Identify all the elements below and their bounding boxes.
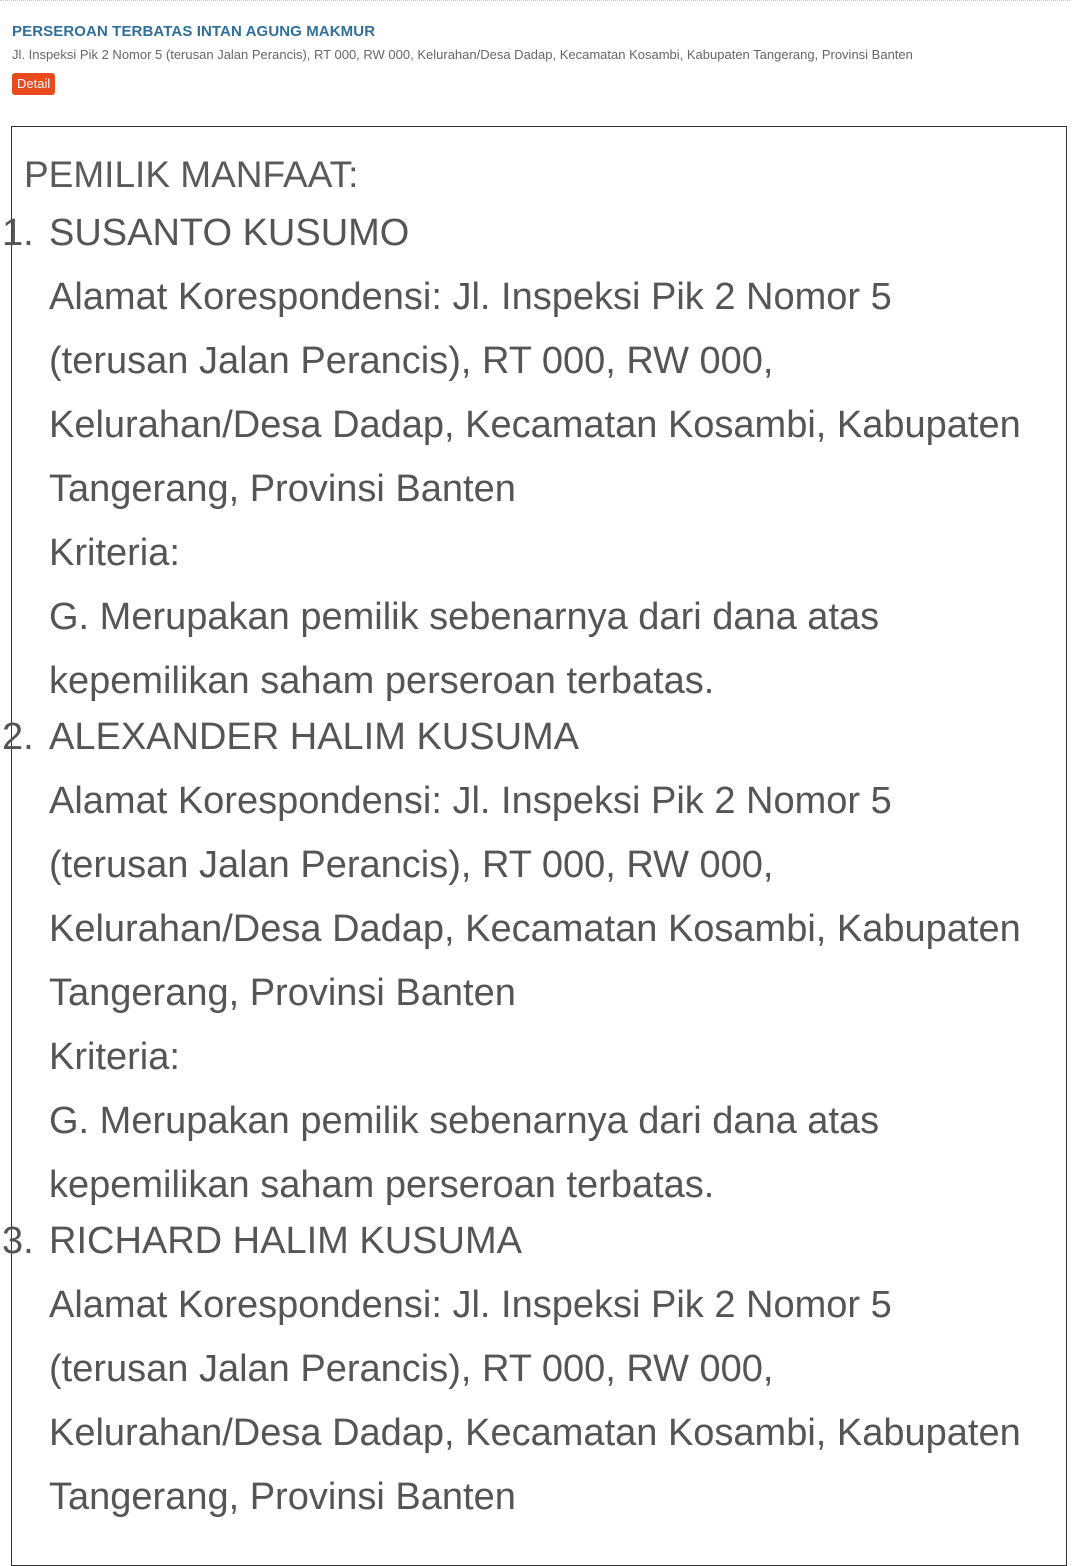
owner-number: 2.: [2, 716, 34, 758]
beneficial-owner-box: [2, 126, 1067, 1566]
list-item: [2, 209, 1052, 713]
owner-address-line: Kelurahan/Desa Dadap, Kecamatan Kosambi, Kabupaten: [49, 908, 1021, 950]
owner-address-line: Alamat Korespondensi: Jl. Inspeksi Pik 2 Nomor 5: [49, 1284, 892, 1326]
criteria-line: G. Merupakan pemilik sebenarnya dari dana atas: [49, 596, 880, 638]
owner-address-line: Alamat Korespondensi: Jl. Inspeksi Pik 2 Nomor 5: [49, 780, 892, 822]
owner-number: 3.: [2, 1220, 34, 1262]
owner-name: ALEXANDER HALIM KUSUMA: [49, 716, 580, 758]
owner-address-line: Alamat Korespondensi: Jl. Inspeksi Pik 2 Nomor 5: [49, 276, 892, 318]
list-item: [2, 1217, 1052, 1529]
owner-name: RICHARD HALIM KUSUMA: [49, 1220, 522, 1262]
list-item: [2, 713, 1052, 1217]
company-name[interactable]: PERSEROAN TERBATAS INTAN AGUNG MAKMUR: [12, 23, 376, 40]
section-title: PEMILIK MANFAAT:: [24, 154, 359, 195]
owner-address-line: (terusan Jalan Perancis), RT 000, RW 000,: [49, 340, 774, 382]
criteria-label: Kriteria:: [49, 532, 180, 574]
detail-button[interactable]: Detail: [12, 73, 55, 95]
owner-address-line: Kelurahan/Desa Dadap, Kecamatan Kosambi, Kabupaten: [49, 404, 1021, 446]
owner-address-line: Kelurahan/Desa Dadap, Kecamatan Kosambi, Kabupaten: [49, 1412, 1021, 1454]
company-address: Jl. Inspeksi Pik 2 Nomor 5 (terusan Jalan Perancis), RT 000, RW 000, Kelurahan/Desa Dadap, Kecamatan Kosambi, Kabupaten Tangerang, Provinsi Banten: [12, 47, 913, 62]
criteria-label: Kriteria:: [49, 1036, 180, 1078]
criteria-line: kepemilikan saham perseroan terbatas.: [49, 1164, 715, 1206]
owner-address-line: (terusan Jalan Perancis), RT 000, RW 000,: [49, 1348, 774, 1390]
top-divider: [0, 0, 1070, 1]
owners-list: [2, 209, 1052, 1529]
owner-address-line: Tangerang, Provinsi Banten: [49, 1476, 516, 1518]
criteria-line: kepemilikan saham perseroan terbatas.: [49, 660, 715, 702]
company-header: [12, 22, 1072, 95]
criteria-line: G. Merupakan pemilik sebenarnya dari dana atas: [49, 1100, 880, 1142]
owner-address-line: (terusan Jalan Perancis), RT 000, RW 000,: [49, 844, 774, 886]
owner-address-line: Tangerang, Provinsi Banten: [49, 972, 516, 1014]
owner-address-line: Tangerang, Provinsi Banten: [49, 468, 516, 510]
owner-number: 1.: [2, 212, 34, 254]
owner-name: SUSANTO KUSUMO: [49, 212, 410, 254]
